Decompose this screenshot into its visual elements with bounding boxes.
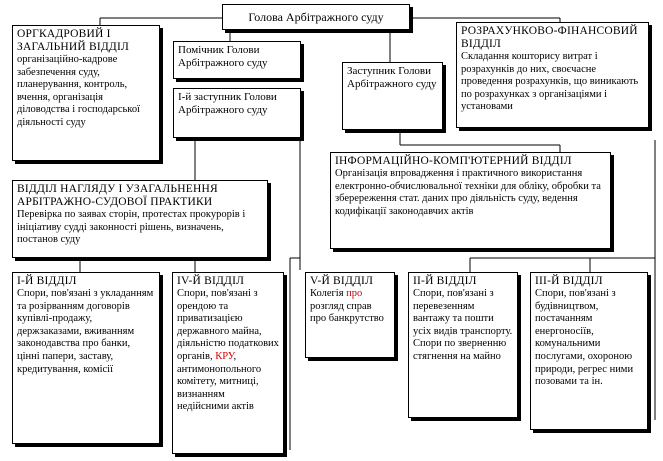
dept3-body: Спори, пов'язані з будівництвом, постачанням енергоносіїв, комунальними послугами, охороною природи, регрес ними позовами та ін. [535, 288, 634, 388]
dept2-body: Спори, пов'язані з перевезенням вантажу та пошти усіх видів транспорту. Спори по зверненню стягнення на майно [413, 288, 513, 362]
kadrovyi-title: ОРГКАДРОВИЙ І ЗАГАЛЬНИЙ ВІДДІЛ [17, 28, 129, 53]
pomichnyk-title: Помічник Голови Арбітражного суду [178, 44, 268, 69]
finance-body: Складання кошторису витрат і розрахунків до них, своєчасне проведення розрахунків, що виникають по розрахунках з організаціями і установами [461, 51, 639, 113]
dept1-box [12, 272, 160, 444]
deputy-title: Заступник Голови Арбітражного суду [347, 65, 437, 90]
dept3-title: ІІІ-Й ВІДДІЛ [535, 275, 603, 287]
it-box [330, 152, 611, 249]
first-deputy-box [173, 88, 301, 138]
nahliad-box [12, 180, 268, 258]
dept4-body-b: , антимонопольного комітету, митниці, визнанням недійсними актів [177, 350, 262, 413]
it-body: Організація впровадження і практичного використання електронно-обчислювальної техніки для обліку, обробки та зберереження стат. даних про діяльність суду, ведення кодифікації законодавчих актів [335, 168, 601, 217]
dept5-box [305, 272, 395, 358]
dept5-body-b: розгляд справ про банкрутство [310, 300, 384, 325]
nahliad-title: ВІДДІЛ НАГЛЯДУ І УЗАГАЛЬНЕННЯ АРБІТРАЖНО-СУДОВОЇ ПРАКТИКИ [17, 183, 218, 208]
head-title: Голова Арбітражного суду [248, 10, 384, 24]
dept4-title: ІV-Й ВІДДІЛ [177, 275, 245, 287]
dept3-box [530, 272, 648, 430]
dept5-body-red: про [346, 288, 363, 299]
finance-title: РОЗРАХУНКОВО-ФІНАНСОВИЙ ВІДДІЛ [461, 25, 638, 50]
pomichnyk-box [173, 41, 301, 79]
kadrovyi-body: організаційно-кадрове забезпечення суду, планерування, контроль, вчення, організація діловодства і господарської діяльності суду [17, 54, 141, 128]
dept4-body-red: КРУ [215, 350, 234, 362]
deputy-box [342, 62, 443, 130]
dept4-body-a: Спори, пов'язані з орендою та приватизацією державного майна, діяльністю податкових органів, [177, 288, 279, 362]
head-box [222, 4, 410, 30]
dept4-box [172, 272, 284, 454]
dept5-body [310, 288, 390, 326]
dept4-body [177, 288, 279, 414]
dept1-title: І-Й ВІДДІЛ [17, 275, 77, 287]
nahliad-body: Перевірка по заявах сторін, протестах прокурорів і ініціативу судді законності рішень, визначень, постанов суду [17, 209, 246, 246]
dept5-title: V-Й ВІДДІЛ [310, 275, 374, 287]
finance-box [456, 22, 649, 128]
it-title: ІНФОРМАЦІЙНО-КОМП'ЮТЕРНИЙ ВІДДІЛ [335, 155, 572, 167]
dept5-body-a: Колегія [310, 288, 344, 299]
first-deputy-title: І-й заступник Голови Арбітражного суду [178, 91, 277, 116]
dept2-title: ІІ-Й ВІДДІЛ [413, 275, 477, 287]
kadrovyi-box [12, 25, 160, 161]
dept1-body: Спори, пов'язані з укладанням та розірванням договорів купівлі-продажу, держзаказами, вживанням законодавства про банки, цінні папери, заставу, кредитування, комісії [17, 288, 154, 375]
dept2-box [408, 272, 518, 418]
